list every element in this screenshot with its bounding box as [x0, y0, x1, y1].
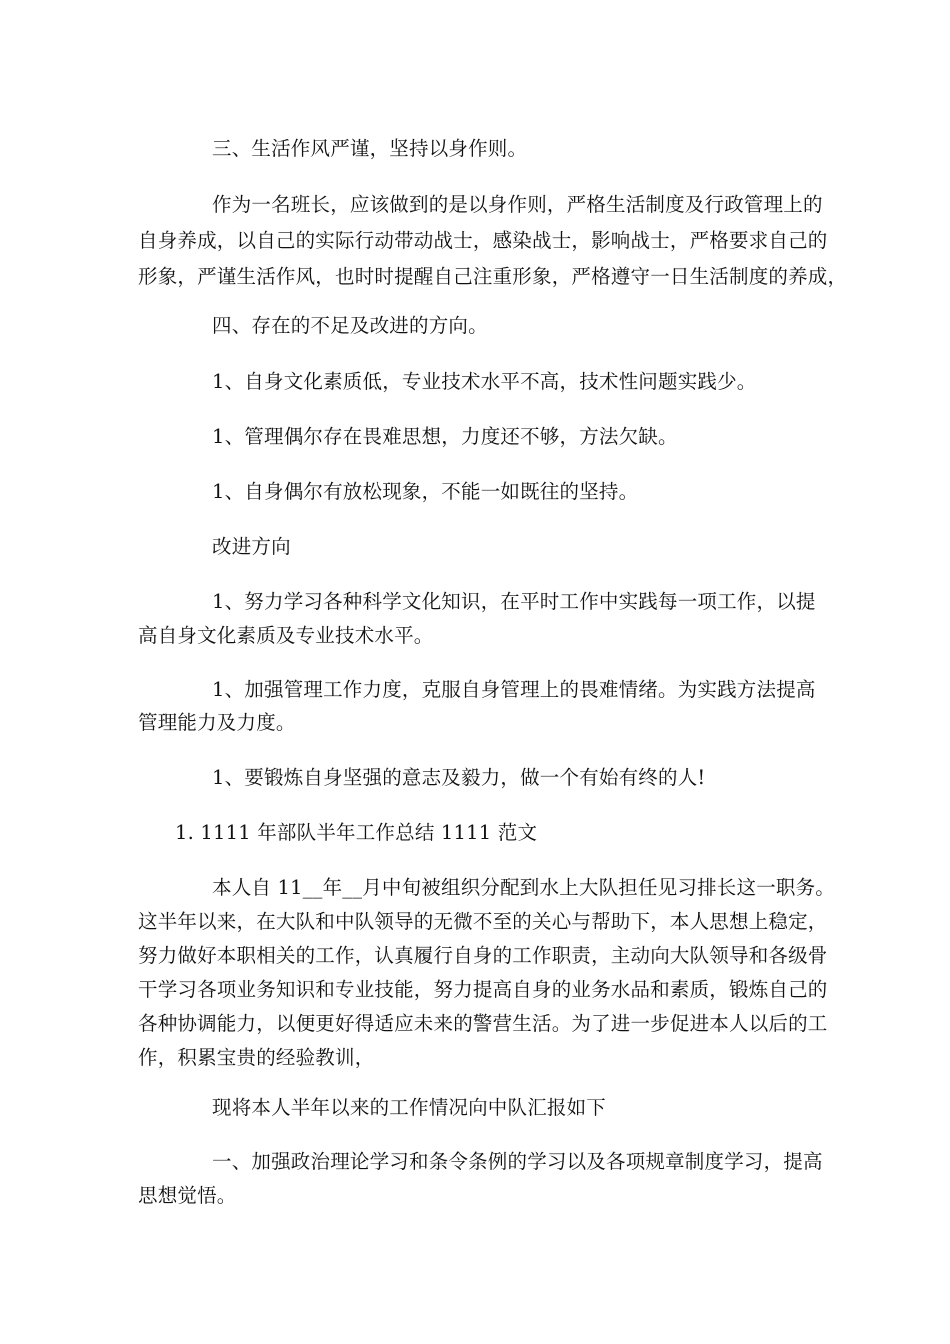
list-item: 1、努力学习各种科学文化知识，在平时工作中实践每一项工作，以提 [212, 590, 816, 613]
list-item-continuation: 管理能力及力度。 [138, 711, 296, 734]
list-item: 1、加强管理工作力度，克服自身管理上的畏难情绪。为实践方法提高 [212, 678, 816, 701]
paragraph-line: 本人自 11__年__月中旬被组织分配到水上大队担任见习排长这一职务。 [212, 876, 836, 899]
paragraph-line: 作为一名班长，应该做到的是以身作则，严格生活制度及行政管理上的 [212, 193, 823, 216]
paragraph-line: 各种协调能力，以便更好得适应未来的警营生活。为了进一步促进本人以后的工 [138, 1012, 828, 1035]
article-title: 1. 1111 年部队半年工作总结 1111 范文 [175, 821, 538, 844]
paragraph-line: 思想觉悟。 [138, 1184, 237, 1207]
list-item: 1、管理偶尔存在畏难思想，力度还不够，方法欠缺。 [212, 425, 678, 448]
paragraph-line: 作，积累宝贵的经验教训， [138, 1046, 375, 1069]
section-heading-4: 四、存在的不足及改进的方向。 [212, 314, 488, 337]
subheading-improvement: 改进方向 [212, 535, 291, 558]
paragraph-line: 干学习各项业务知识和专业技能，努力提高自身的业务水品和素质，锻炼自己的 [138, 978, 828, 1001]
paragraph-line: 自身养成，以自己的实际行动带动战士，感染战士，影响战士，严格要求自己的 [138, 229, 828, 252]
paragraph-line: 努力做好本职相关的工作，认真履行自身的工作职责，主动向大队领导和各级骨 [138, 944, 828, 967]
list-item-continuation: 高自身文化素质及专业技术水平。 [138, 624, 434, 647]
paragraph-line: 这半年以来，在大队和中队领导的无微不至的关心与帮助下，本人思想上稳定， [138, 910, 828, 933]
list-item: 1、自身偶尔有放松现象，不能一如既往的坚持。 [212, 480, 639, 503]
paragraph-line: 形象，严谨生活作风，也时时提醒自己注重形象，严格遵守一日生活制度的养成， [138, 265, 848, 288]
list-item: 1、要锻炼自身坚强的意志及毅力，做一个有始有终的人! [212, 766, 706, 789]
list-item: 1、自身文化素质低，专业技术水平不高，技术性问题实践少。 [212, 370, 757, 393]
section-heading-1: 一、加强政治理论学习和条令条例的学习以及各项规章制度学习，提高 [212, 1150, 823, 1173]
paragraph-line: 现将本人半年以来的工作情况向中队汇报如下 [212, 1096, 607, 1119]
section-heading-3: 三、生活作风严谨，坚持以身作则。 [212, 137, 528, 160]
